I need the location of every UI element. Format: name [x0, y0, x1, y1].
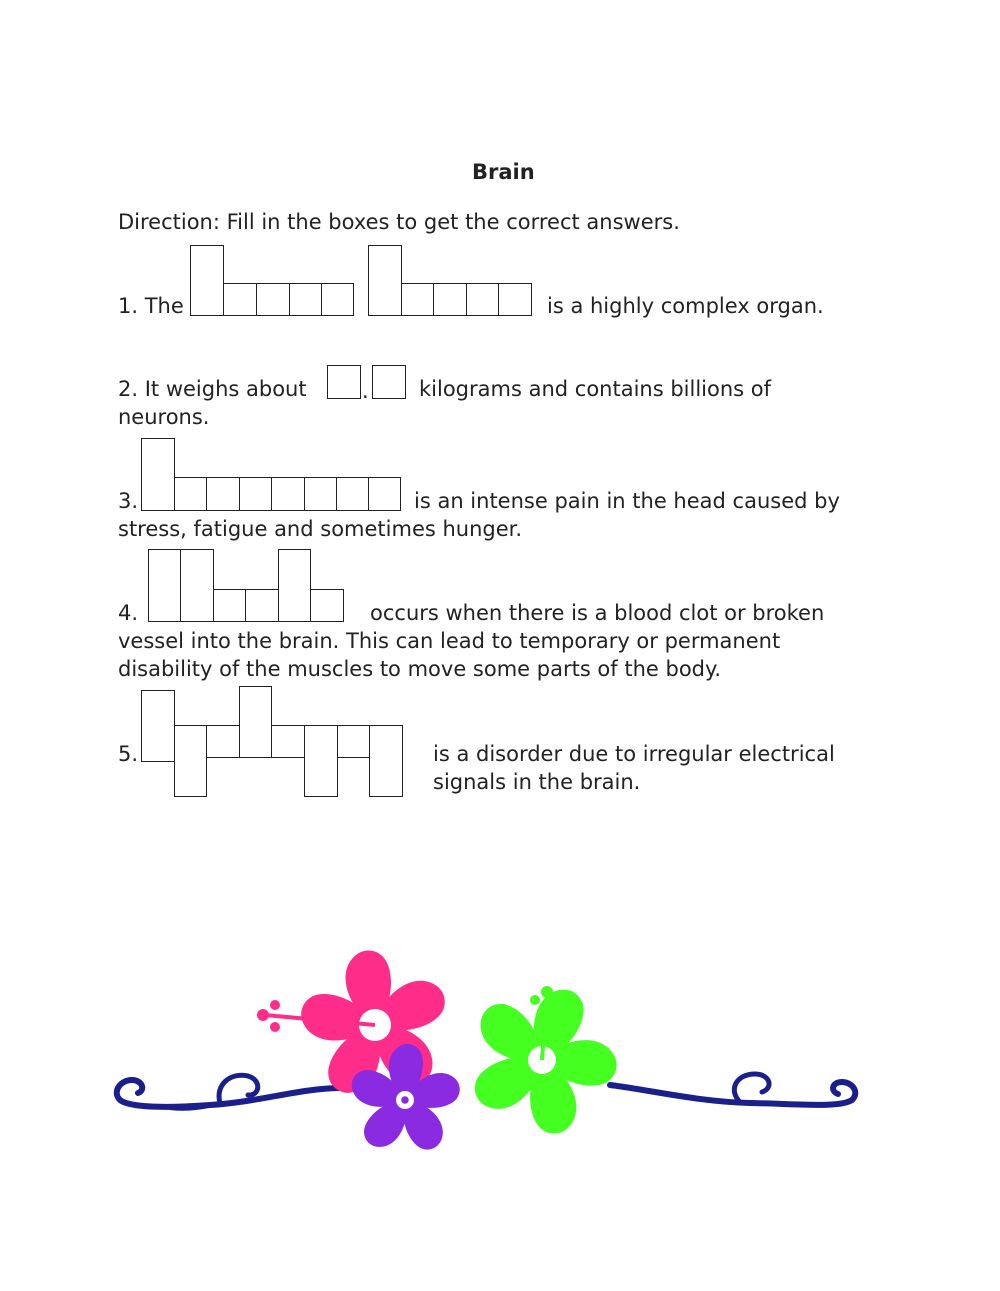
letter-box[interactable]	[310, 589, 344, 622]
digit-box[interactable]	[327, 365, 361, 399]
letter-box[interactable]	[174, 477, 207, 511]
direction-text: Direction: Fill in the boxes to get the correct answers.	[118, 210, 680, 234]
letter-box[interactable]	[321, 283, 354, 316]
question-5-text: is a disorder due to irregular electrical	[433, 742, 835, 766]
question-2-number: 2. It weighs about	[118, 377, 307, 401]
letter-box[interactable]	[337, 725, 370, 758]
digit-box[interactable]	[372, 365, 406, 399]
question-2-text: kilograms and contains billions of	[419, 377, 772, 401]
letter-box[interactable]	[206, 725, 240, 758]
letter-box[interactable]	[141, 438, 175, 511]
letter-box[interactable]	[466, 283, 499, 316]
letter-box[interactable]	[239, 686, 272, 758]
question-4-text-continued-2: disability of the muscles to move some parts of the body.	[118, 657, 722, 681]
scroll-left	[117, 1080, 342, 1107]
letter-box[interactable]	[289, 283, 322, 316]
letter-box[interactable]	[304, 725, 338, 797]
letter-box[interactable]	[245, 589, 279, 622]
letter-box[interactable]	[256, 283, 290, 316]
letter-box[interactable]	[368, 477, 401, 511]
letter-box[interactable]	[278, 549, 311, 622]
question-4-number: 4.	[118, 601, 139, 625]
question-4-text-continued: vessel into the brain. This can lead to temporary or permanent	[118, 629, 781, 653]
decimal-point: .	[362, 379, 369, 403]
letter-box[interactable]	[271, 477, 305, 511]
letter-box[interactable]	[368, 245, 402, 316]
letter-box[interactable]	[213, 589, 246, 622]
letter-box[interactable]	[206, 477, 240, 511]
question-3-text-continued: stress, fatigue and sometimes hunger.	[118, 517, 523, 541]
letter-box[interactable]	[271, 725, 305, 758]
letter-box[interactable]	[304, 477, 337, 511]
letter-box[interactable]	[223, 283, 257, 316]
letter-box[interactable]	[141, 690, 175, 762]
question-1-text: is a highly complex organ.	[547, 294, 824, 318]
question-3-number: 3.	[118, 489, 139, 513]
letter-box[interactable]	[498, 283, 532, 316]
hibiscus-flowers-illustration	[110, 940, 870, 1160]
question-2-text-continued: neurons.	[118, 405, 210, 429]
letter-box[interactable]	[369, 725, 403, 797]
letter-box[interactable]	[190, 245, 224, 316]
letter-box[interactable]	[148, 549, 181, 622]
letter-box[interactable]	[336, 477, 369, 511]
letter-box[interactable]	[401, 283, 434, 316]
letter-box[interactable]	[433, 283, 467, 316]
letter-box[interactable]	[239, 477, 272, 511]
green-hibiscus	[467, 982, 618, 1138]
question-5-number: 5.	[118, 742, 139, 766]
question-5-text-continued: signals in the brain.	[433, 770, 641, 794]
question-4-text: occurs when there is a blood clot or broken	[370, 601, 825, 625]
question-3-text: is an intense pain in the head caused by	[414, 489, 840, 513]
letter-box[interactable]	[174, 725, 207, 797]
question-1-number: 1. The	[118, 294, 184, 318]
letter-box[interactable]	[180, 549, 214, 622]
page-title: Brain	[472, 160, 535, 184]
